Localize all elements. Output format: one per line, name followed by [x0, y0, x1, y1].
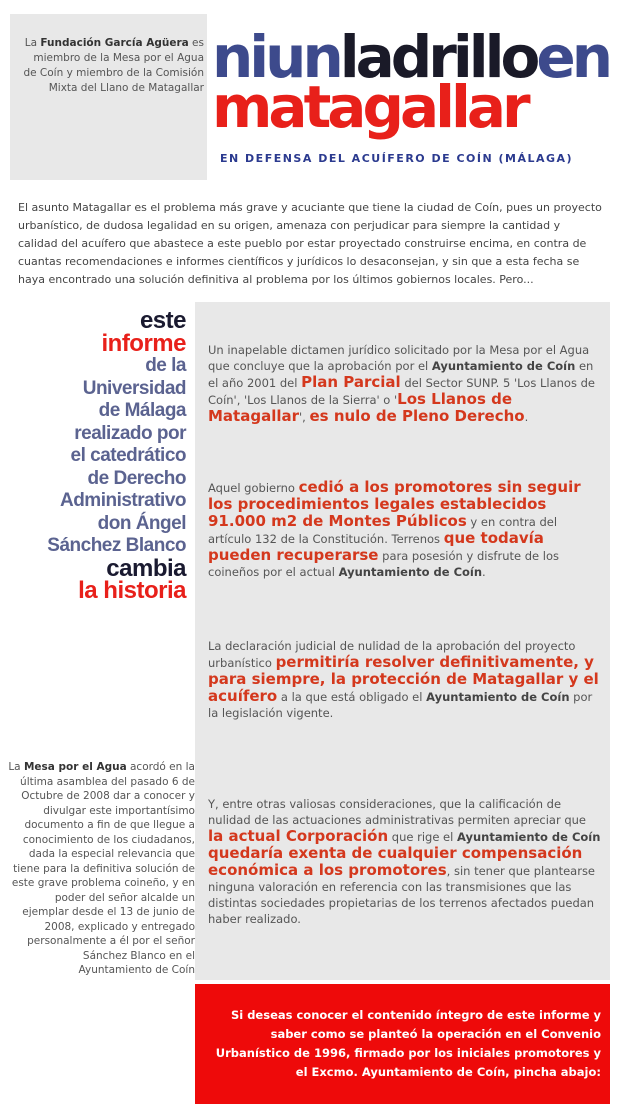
headline-line: este: [139, 307, 186, 334]
foundation-info-text: La Fundación García Agüera es miembro de la Mesa por el Agua de Coín y miembro de la Comisión Mixta del Llano de Matagallar: [23, 37, 204, 94]
summary-paragraph-2: Aquel gobierno cedió a los promotores sin seguir los procedimientos legales establecidos 91.000 m2 de Montes Públicos y en contra del artículo 132 de la Constitución. Terrenos que todavía pueden recuperarse para posesión y disfrute de los coineños por el actual Ayuntamiento de Coín.: [208, 478, 581, 579]
cta-text: Si deseas conocer el contenido íntegro de este informe y saber como se planteó la operación en el Convenio Urbanístico de 1996, firmado por los iniciales promotores y el Excmo. Ayuntamiento de Coín, pincha abajo:: [215, 1008, 601, 1079]
headline-line: el catedrático: [70, 445, 186, 466]
logo-line-2: matagallar: [212, 73, 527, 141]
headline-line: informe: [101, 329, 186, 357]
headline-line: la historia: [78, 577, 186, 604]
headline-line: Administrativo: [59, 490, 186, 511]
summary-paragraph-4: Y, entre otras valiosas consideraciones, que la calificación de nulidad de las actuaciones administrativas permiten apreciar que la actual Corporación que rige el Ayuntamiento de Coín quedaría exenta de cualquier compensación económica a los promotores, sin tener que plantearse ninguna valoración en referencia con las transmisiones que las distintas sociedades propietarias de los terrenos afectados puedan haber realizado.: [208, 797, 601, 926]
headline-line: cambia: [106, 554, 186, 582]
intro-paragraph: El asunto Matagallar es el problema más grave y acuciante que tiene la ciudad de Coín, pues un proyecto urbanístico, de dudosa legalidad en su origen, amenaza con perjudicar para siempre la cantidad y calidad del acuífero que abastece a este pueblo por estar proyectado construirse encima, en contra de cuantas recomendaciones e informes científicos y jurídicos lo desaconsejan, y sin que a esta fecha se haya encontrado una solución definitiva al problema por los últimos gobiernos locales. Pero...: [18, 201, 602, 286]
report-summary-panel: [195, 302, 610, 980]
mesa-por-el-agua-note: La Mesa por el Agua acordó en la última asamblea del pasado 6 de Octubre de 2008 dar a conocer y divulgar este importantísimo documento a fin de que llegue a conocimiento de los ciudadanos, dada la especial relevancia que tiene para la definitiva solución de este grave problema coineño, y en poder del señor alcalde un ejemplar desde el 13 de junio de 2008, explicado y entregado personalmente a él por el señor Sánchez Blanco en el Ayuntamiento de Coín: [8, 761, 195, 976]
summary-paragraph-3: La declaración judicial de nulidad de la aprobación del proyecto urbanístico permitiría resolver definitivamente, y para siempre, la protección de Matagallar y el acuífero a la que está obligado el Ayuntamiento de Coín por la legislación vigente.: [208, 639, 599, 720]
foundation-info-box: [10, 14, 207, 180]
foundation-name: Fundación García Agüera: [40, 37, 189, 49]
headline-line: Universidad: [82, 377, 186, 399]
headline-line: Sánchez Blanco: [47, 535, 186, 556]
headline-line: don Ángel: [97, 512, 186, 534]
report-headline: [10, 307, 186, 604]
logo-line-1: niunladrilloen: [212, 23, 610, 91]
headline-line: de la: [145, 355, 186, 376]
download-report-cta[interactable]: [195, 984, 610, 1104]
mesa-name: Mesa por el Agua: [23, 761, 127, 773]
headline-line: de Derecho: [87, 467, 186, 489]
campaign-logo: [212, 23, 612, 178]
logo-tagline: EN DEFENSA DEL ACUÍFERO DE COÍN (MÁLAGA): [220, 152, 574, 165]
headline-line: de Málaga: [98, 400, 186, 421]
headline-line: realizado por: [74, 422, 186, 444]
summary-paragraph-1: Un inapelable dictamen jurídico solicitado por la Mesa por el Agua que concluye que la aprobación por el Ayuntamiento de Coín en el año 2001 del Plan Parcial del Sector SUNP. 5 'Los Llanos de Coín', 'Los Llanos de la Sierra' o 'Los Llanos de Matagallar', es nulo de Pleno Derecho.: [208, 343, 595, 425]
